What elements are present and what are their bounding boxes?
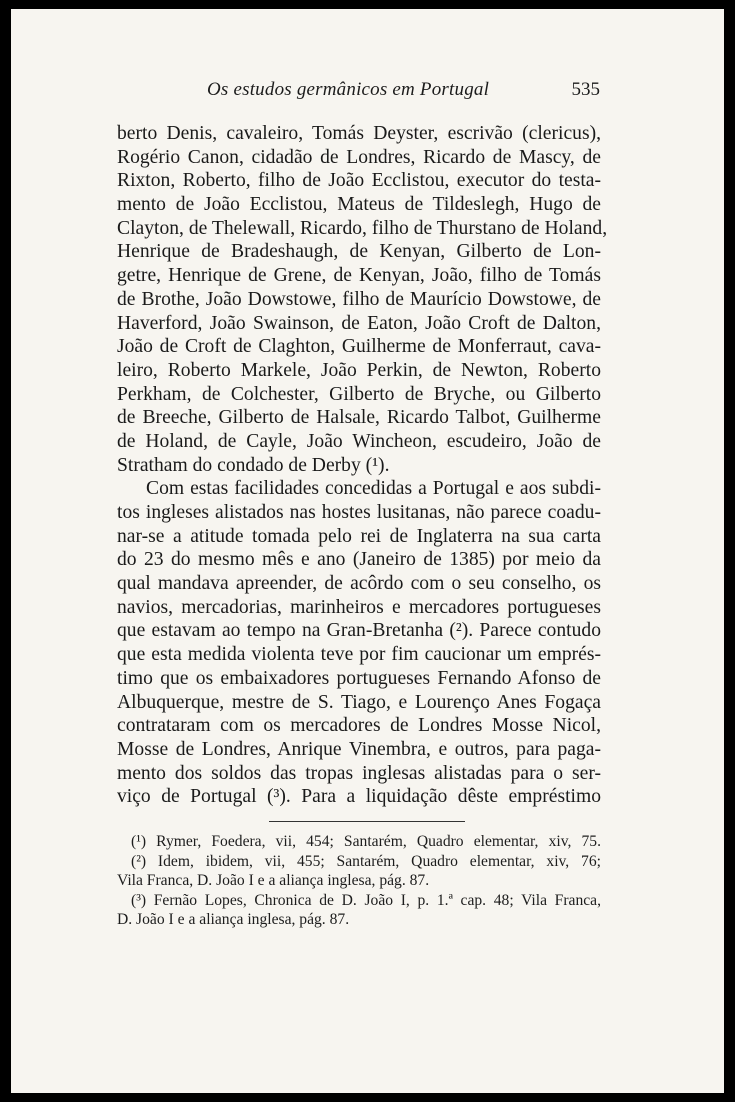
text-line: do 23 do mesmo mês e ano (Janeiro de 1385) por meio da	[117, 549, 601, 571]
text-line: timo que os embaixadores portugueses Fernando Afonso de	[117, 667, 601, 689]
footnotes	[117, 832, 601, 930]
running-title: Os estudos germânicos em Portugal	[207, 79, 490, 100]
text-line: mento dos soldos das tropas inglesas alistadas para o ser-	[117, 762, 601, 784]
text-line: Henrique de Bradeshaugh, de Kenyan, Gilberto de Lon-	[117, 241, 601, 263]
text-line: Rixton, Roberto, filho de João Ecclistou, executor do testa-	[117, 170, 601, 192]
text-line: de Breeche, Gilberto de Halsale, Ricardo Talbot, Guilherme	[117, 407, 601, 429]
footnote-2: (²) Idem, ibidem, vii, 455; Santarém, Quadro elementar, xiv, 76;	[131, 852, 601, 870]
text-line: Rogério Canon, cidadão de Londres, Ricardo de Mascy, de	[117, 146, 601, 168]
text-line: que esta medida violenta teve por fim caucionar um emprés-	[117, 644, 601, 666]
text-line: Mosse de Londres, Anrique Vinembra, e outros, para paga-	[117, 738, 601, 760]
text-line: de Brothe, João Dowstowe, filho de Maurício Dowstowe, de	[117, 288, 601, 310]
text-line: que estavam ao tempo na Gran-Bretanha (²). Parece contudo	[117, 620, 601, 642]
footnote-3-continuation: D. João I e a aliança inglesa, pág. 87.	[117, 911, 350, 928]
text-line: de Holand, de Cayle, João Wincheon, escudeiro, João de	[117, 430, 601, 452]
text-line: Albuquerque, mestre de S. Tiago, e Lourenço Anes Fogaça	[117, 691, 601, 713]
footnote-1: (¹) Rymer, Foedera, vii, 454; Santarém, Quadro elementar, xiv, 75.	[131, 833, 601, 850]
text-line: mento de João Ecclistou, Mateus de Tildeslegh, Hugo de	[117, 194, 601, 216]
text-line: Stratham do condado de Derby (¹).	[117, 454, 390, 476]
page-number: 535	[571, 79, 600, 100]
text-line: navios, mercadorias, marinheiros e mercadores portugueses	[117, 596, 601, 618]
text-line: Com estas facilidades concedidas a Portugal e aos subdi-	[146, 478, 601, 500]
footnote-separator	[269, 821, 465, 822]
body-text	[117, 122, 608, 809]
text-line: Perkham, de Colchester, Gilberto de Bryche, ou Gilberto	[117, 383, 601, 405]
text-line: qual mandava apreender, de acôrdo com o seu conselho, os	[117, 573, 601, 595]
book-page	[11, 9, 724, 1093]
footnote-2-continuation: Vila Franca, D. João I e a aliança inglesa, pág. 87.	[117, 872, 430, 889]
text-line: nar-se a atitude tomada pelo rei de Inglaterra na sua carta	[117, 525, 601, 547]
text-line: Clayton, de Thelewall, Ricardo, filho de Thurstano de Holand,	[117, 217, 608, 239]
text-line: getre, Henrique de Grene, de Kenyan, João, filho de Tomás	[117, 265, 601, 287]
footnote-3: (³) Fernão Lopes, Chronica de D. João I, p. 1.ª cap. 48; Vila Franca,	[131, 891, 601, 909]
text-line: João de Croft de Claghton, Guilherme de Monferraut, cava-	[117, 336, 601, 358]
text-line: berto Denis, cavaleiro, Tomás Deyster, escrivão (clericus),	[117, 123, 601, 144]
text-line: leiro, Roberto Markele, João Perkin, de Newton, Roberto	[117, 359, 601, 381]
text-line: tos ingleses alistados nas hostes lusitanas, não parece coadu-	[117, 502, 601, 523]
running-head	[11, 79, 724, 107]
text-line: contrataram com os mercadores de Londres Mosse Nicol,	[117, 715, 601, 737]
text-line: Haverford, João Swainson, de Eaton, João Croft de Dalton,	[117, 312, 601, 334]
text-line: viço de Portugal (³). Para a liquidação dêste empréstimo	[117, 786, 601, 808]
